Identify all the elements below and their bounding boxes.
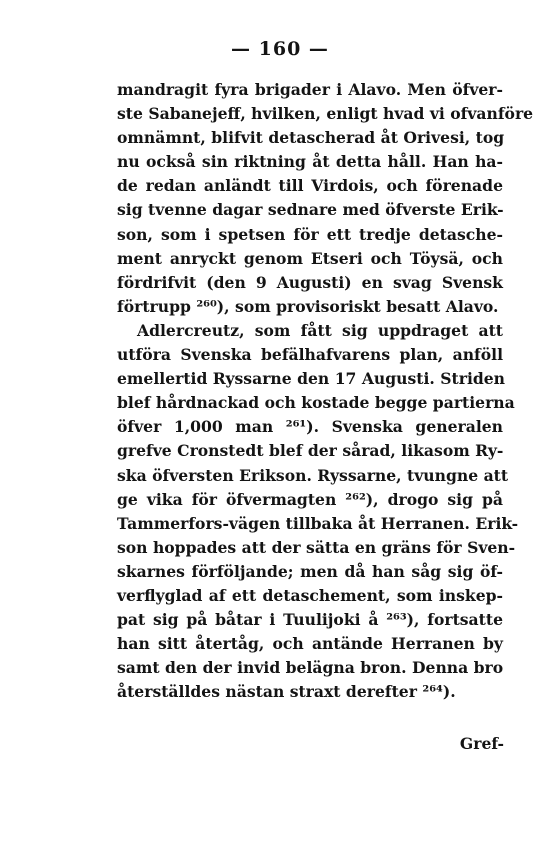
text-line: ge vika för öfvermagten ²⁶²), drogo sig på bbox=[117, 489, 503, 509]
text-line: omnämnt, blifvit detascherad åt Orivesi, tog bbox=[117, 128, 505, 148]
text-line: öfver 1,000 man ²⁶¹). Svenska generalen bbox=[117, 417, 503, 437]
text-line: pat sig på båtar i Tuulijoki å ²⁶³), fortsatte bbox=[117, 610, 503, 630]
text-line: samt den der invid belägna bron. Denna bro bbox=[117, 658, 504, 678]
body-text bbox=[117, 78, 534, 704]
text-line: ska öfversten Erikson. Ryssarne, tvungne att bbox=[117, 465, 509, 485]
text-line: sig tvenne dagar sednare med öfverste Erik- bbox=[117, 200, 504, 220]
text-line-paragraph-end: förtrupp ²⁶⁰), som provisoriskt besatt Alavo. bbox=[117, 296, 499, 316]
text-line: Tammerfors-vägen tillbaka åt Herranen. Erik- bbox=[117, 513, 519, 533]
catchword: Gref- bbox=[459, 734, 504, 753]
text-line: son hoppades att der sätta en gräns för Sven- bbox=[117, 537, 516, 557]
text-line-paragraph-end: återställdes nästan straxt derefter ²⁶⁴). bbox=[117, 682, 456, 702]
text-line: fördrifvit (den 9 Augusti) en svag Svensk bbox=[117, 272, 503, 292]
text-line: ment anryckt genom Etseri och Töysä, och bbox=[117, 248, 503, 268]
page-number: — 160 — bbox=[231, 38, 329, 60]
text-line-paragraph-start: Adlercreutz, som fått sig uppdraget att bbox=[137, 320, 503, 340]
text-line: nu också sin riktning åt detta håll. Han ha- bbox=[117, 152, 503, 172]
text-line: han sitt återtåg, och antände Herranen by bbox=[117, 634, 503, 654]
text-line: emellertid Ryssarne den 17 Augusti. Striden bbox=[117, 369, 506, 389]
text-line: son, som i spetsen för ett tredje detasche- bbox=[117, 224, 503, 244]
text-line: skarnes förföljande; men då han såg sig öf- bbox=[117, 561, 503, 581]
text-line: de redan anländt till Virdois, och förenade bbox=[117, 176, 503, 196]
text-line: mandragit fyra brigader i Alavo. Men öfver- bbox=[117, 80, 503, 99]
text-line: grefve Cronstedt blef der sårad, likasom Ry- bbox=[117, 441, 504, 461]
text-line: verflyglad af ett detaschement, som inskep- bbox=[117, 585, 503, 605]
text-line: ste Sabanejeff, hvilken, enligt hvad vi ofvanföre bbox=[117, 104, 534, 124]
text-line: blef hårdnackad och kostade begge partierna bbox=[117, 393, 515, 413]
text-line: utföra Svenska befälhafvarens plan, anföll bbox=[117, 345, 503, 365]
